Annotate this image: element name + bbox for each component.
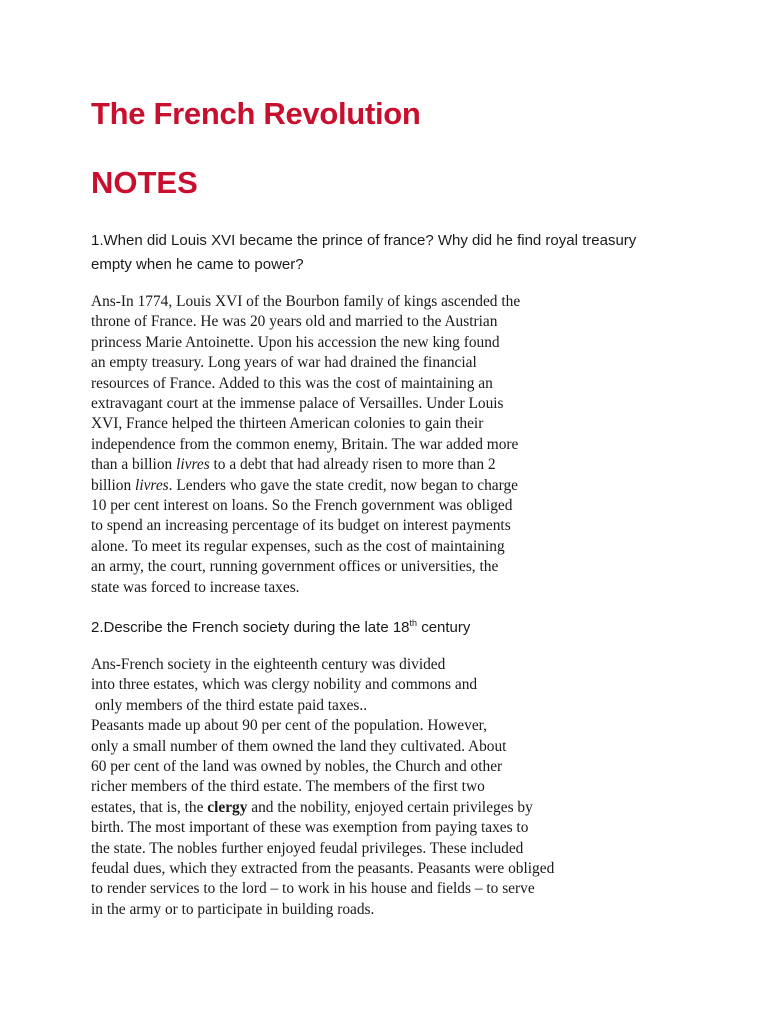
ordinal-superscript: th (409, 618, 418, 628)
answer-2-line: feudal dues, which they extracted from the peasants. Peasants were obliged (91, 860, 555, 878)
answer-1-text: . Lenders who gave the state credit, now began to charge (168, 476, 518, 494)
answer-1-line (91, 476, 520, 496)
answer-1-line: Ans-In 1774, Louis XVI of the Bourbon family of kings ascended the (91, 293, 521, 310)
answer-1-line (91, 455, 520, 475)
answer-2 (91, 655, 554, 920)
answer-1-line: extravagant court at the immense palace of Versailles. Under Louis (91, 395, 504, 413)
answer-2-line: in the army or to participate in building roads. (91, 900, 375, 918)
answer-2-line: only a small number of them owned the land they cultivated. About (91, 737, 507, 755)
answer-1-line: princess Marie Antoinette. Upon his accession the new king found (91, 333, 500, 351)
answer-1-text: to a debt that had already risen to more than 2 (209, 456, 496, 474)
answer-1-line: independence from the common enemy, Britain. The war added more (91, 435, 519, 453)
answer-1 (91, 292, 520, 598)
answer-1-line: an empty treasury. Long years of war had drained the financial (91, 354, 477, 372)
question-1-line-1: 1.When did Louis XVI became the prince of france? Why did he find royal treasury (91, 232, 637, 249)
answer-2-text: and the nobility, enjoyed certain privileges by (247, 798, 533, 816)
question-2-text: 2.Describe the French society during the late 18 (91, 619, 410, 636)
answer-2-line: into three estates, which was clergy nobility and commons and (91, 676, 478, 694)
notes-heading: NOTES (91, 165, 198, 200)
answer-1-line: throne of France. He was 20 years old and married to the Austrian (91, 313, 498, 331)
question-2-text: century (417, 619, 471, 636)
answer-2-line: 60 per cent of the land was owned by nobles, the Church and other (91, 758, 503, 776)
question-1 (91, 229, 691, 277)
answer-1-line: XVI, France helped the thirteen American colonies to gain their (91, 415, 484, 433)
answer-2-text: estates, that is, the (91, 798, 208, 816)
answer-2-line: birth. The most important of these was exemption from paying taxes to (91, 819, 529, 837)
answer-1-line: resources of France. Added to this was the cost of maintaining an (91, 374, 493, 392)
answer-1-italic-term: livres (135, 476, 169, 494)
question-2 (91, 616, 691, 640)
answer-2-line: the state. The nobles further enjoyed feudal privileges. These included (91, 839, 524, 857)
page-title: The French Revolution (91, 96, 421, 131)
answer-2-bold-term: clergy (207, 798, 248, 816)
question-1-line-2: empty when he came to power? (91, 256, 304, 273)
answer-1-text: billion (91, 476, 136, 494)
answer-1-line: an army, the court, running government offices or universities, the (91, 558, 499, 576)
answer-1-line: to spend an increasing percentage of its budget on interest payments (91, 517, 511, 535)
answer-2-line: to render services to the lord – to work in his house and fields – to serve (91, 880, 535, 898)
answer-2-line: richer members of the third estate. The members of the first two (91, 778, 485, 796)
answer-2-line (91, 798, 554, 818)
answer-2-line: only members of the third estate paid taxes.. (91, 696, 368, 714)
answer-2-line: Ans-French society in the eighteenth century was divided (91, 656, 446, 673)
answer-1-text: than a billion (91, 456, 177, 474)
answer-1-line: alone. To meet its regular expenses, such as the cost of maintaining (91, 537, 505, 555)
answer-1-line: state was forced to increase taxes. (91, 578, 300, 596)
answer-1-italic-term: livres (176, 456, 210, 474)
answer-1-line: 10 per cent interest on loans. So the French government was obliged (91, 497, 513, 515)
answer-2-line: Peasants made up about 90 per cent of the population. However, (91, 717, 488, 735)
